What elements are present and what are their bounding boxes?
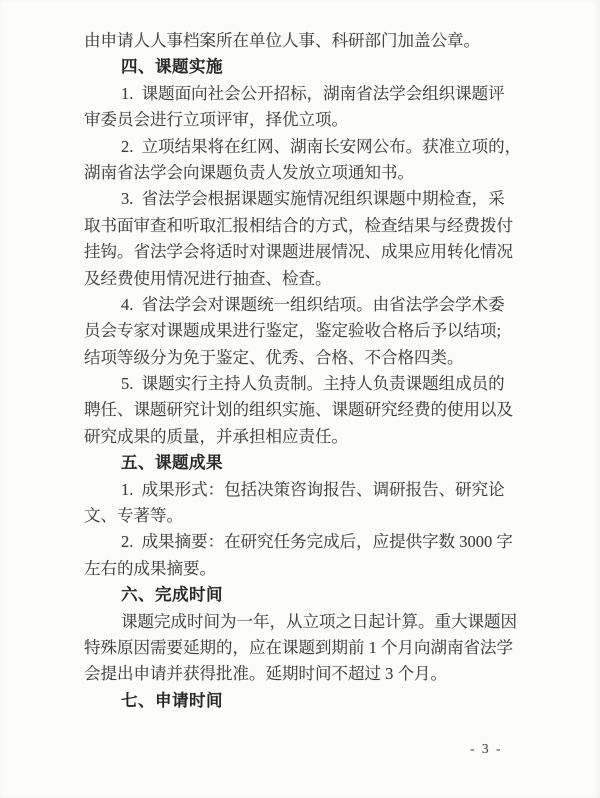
document-line: 由申请人人事档案所在单位人事、科研部门加盖公章。: [84, 31, 480, 50]
document-line: 2. 成果摘要：在研究任务完成后，应提供字数 3000 字: [121, 532, 513, 552]
document-line: 审委员会进行立项评审，择优立项。: [84, 110, 348, 130]
document-line: 研究成果的质量，并承担相应责任。: [84, 426, 348, 446]
document-line: 2. 立项结果将在红网、湖南长安网公布。获准立项的，: [121, 136, 522, 156]
section-heading: 四、课题实施: [121, 58, 223, 77]
document-line: 湖南省法学会向课题负责人发放立项通知书。: [84, 162, 414, 182]
document-line: 4. 省法学会对课题统一组织结项。由省法学会学术委: [121, 294, 505, 314]
section-heading: 六、完成时间: [121, 586, 223, 605]
document-line: 取书面审查和听取汇报相结合的方式，检查结果与经费拨付: [84, 215, 513, 235]
document-line: 5. 课题实行主持人负责制。主持人负责课题组成员的: [121, 374, 505, 394]
document-line: 左右的成果摘要。: [84, 558, 216, 578]
page-number: - 3 -: [470, 741, 503, 756]
section-heading: 五、课题成果: [121, 454, 223, 473]
document-line: 课题完成时间为一年，从立项之日起计算。重大课题因: [121, 611, 517, 631]
document-line: 3. 省法学会根据课题实施情况组织课题中期检查，采: [121, 189, 505, 209]
document-line: 会提出申请并获得批准。延期时间不超过 3 个月。: [84, 664, 447, 684]
document-line: 挂钩。省法学会将适时对课题进展情况、成果应用转化情况: [84, 242, 513, 262]
document-line: 特殊原因需要延期的，应在课题到期前 1 个月向湖南省法学: [84, 637, 513, 657]
document-line: 员会专家对课题成果进行鉴定，鉴定验收合格后予以结项;: [84, 321, 502, 341]
document-line: 文、专著等。: [84, 506, 183, 526]
document-line: 及经费使用情况进行抽查、检查。: [84, 268, 332, 288]
section-heading: 七、申请时间: [121, 691, 223, 710]
document-line: 结项等级分为免于鉴定、优秀、合格、不合格四类。: [84, 347, 464, 367]
document-line: 聘任、课题研究计划的组织实施、课题研究经费的使用以及: [84, 400, 513, 420]
document-line: 1. 成果形式：包括决策咨询报告、调研报告、研究论: [121, 479, 505, 499]
document-body: [84, 28, 524, 714]
document-line: 1. 课题面向社会公开招标，湖南省法学会组织课题评: [121, 83, 505, 103]
